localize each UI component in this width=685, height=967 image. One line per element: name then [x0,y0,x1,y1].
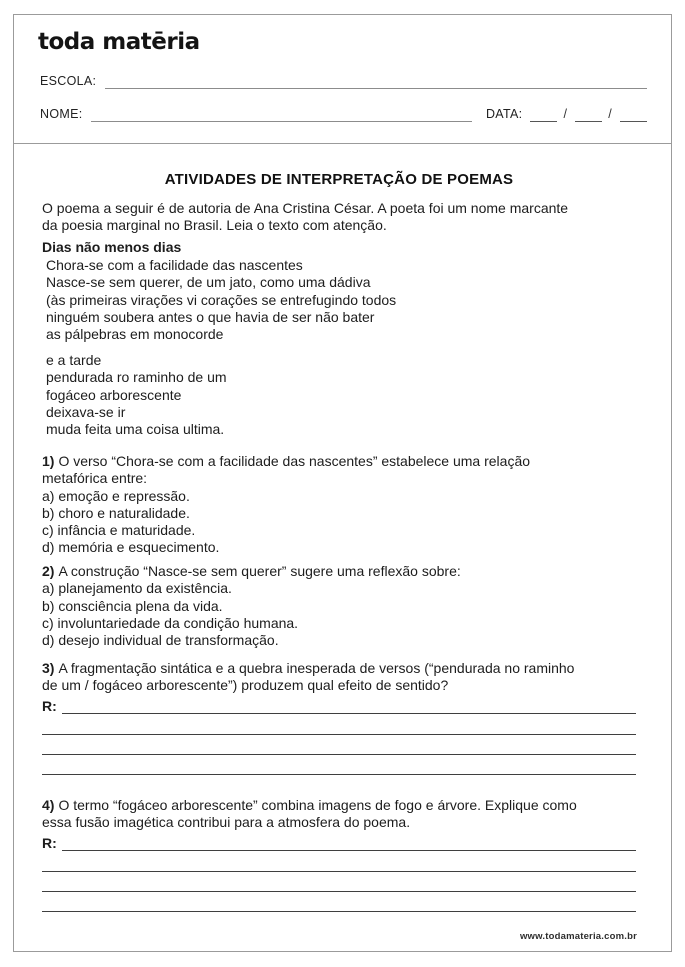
answer-label: R: [42,834,57,851]
poem-stanza-2 [42,352,636,438]
question-stem [42,797,636,814]
question-stem-text: A fragmentação sintática e a quebra inesperada de versos (“pendurada no raminho [58,660,575,676]
option-c[interactable]: c) infância e maturidade. [42,522,196,539]
answer-line[interactable] [62,850,636,851]
poem-stanza-1 [42,257,636,343]
question-stem [42,660,636,677]
poem-line: muda feita uma coisa ultima. [46,421,225,438]
question-stem [42,563,636,580]
question-stem [42,453,636,470]
question-number: 4) [42,797,55,813]
poem-line: as pálpebras em monocorde [46,326,224,343]
poem-line: deixava-se ir [46,403,126,420]
question-stem-text: A construção “Nasce-se sem querer” sugere uma reflexão sobre: [58,563,461,579]
date-separator: / [563,107,568,121]
brand-logo: toda matēria [38,29,200,55]
question-number: 3) [42,660,55,676]
footer-website-url[interactable]: www.todamateria.com.br [519,931,637,942]
answer-line[interactable] [42,852,636,872]
poem-line: Chora-se com a facilidade das nascentes [46,257,303,273]
option-a[interactable]: a) planejamento da existência. [42,580,232,597]
answer-label: R: [42,697,57,714]
header-divider [14,143,671,144]
name-field-row [40,107,647,122]
option-d[interactable]: d) memória e esquecimento. [42,539,220,556]
date-label: DATA: [485,107,523,121]
answer-line[interactable] [42,872,636,892]
answer-row-1 [42,698,636,715]
school-input-line[interactable] [105,75,647,89]
answer-line[interactable] [42,892,636,912]
name-input-line[interactable] [91,108,471,122]
option-d[interactable]: d) desejo individual de transformação. [42,632,279,649]
school-label: ESCOLA: [40,74,97,88]
question-3 [42,660,636,775]
answer-line[interactable] [62,713,636,714]
page-title: ATIVIDADES DE INTERPRETAÇÃO DE POEMAS [164,171,514,188]
answer-line[interactable] [42,715,636,735]
option-c[interactable]: c) involuntariedade da condição humana. [42,614,299,631]
answer-line[interactable] [42,755,636,775]
question-number: 1) [42,453,55,469]
option-b[interactable]: b) choro e naturalidade. [42,504,190,521]
option-a[interactable]: a) emoção e repressão. [42,487,190,504]
poem-line: e a tarde [46,352,102,368]
poem-title: Dias não menos dias [42,239,182,255]
poem-line: (às primeiras virações vi corações se entrefugindo todos [46,291,397,308]
poem-line: pendurada ro raminho de um [46,369,227,386]
intro-line: O poema a seguir é de autoria de Ana Cristina César. A poeta foi um nome marcante [42,200,569,216]
question-stem-text: O verso “Chora-se com a facilidade das nascentes” estabelece uma relação [58,453,531,469]
answer-line[interactable] [42,735,636,755]
intro-paragraph [42,200,636,235]
date-month-line[interactable] [575,108,602,122]
date-day-line[interactable] [530,108,557,122]
name-label: NOME: [40,107,83,121]
option-b[interactable]: b) consciência plena da vida. [42,597,223,614]
question-stem-line: metafórica entre: [42,470,148,487]
question-4 [42,797,636,912]
poem-line: Nasce-se sem querer, de um jato, como uma dádiva [46,274,371,291]
school-field-row [40,74,647,89]
question-stem-line: de um / fogáceo arborescente”) produzem qual efeito de sentido? [42,677,449,694]
question-stem-line: essa fusão imagética contribui para a atmosfera do poema. [42,814,411,831]
poem-line: fogáceo arborescente [46,386,182,403]
question-number: 2) [42,563,55,579]
question-stem-text: O termo “fogáceo arborescente” combina imagens de fogo e árvore. Explique como [58,797,577,813]
intro-line: da poesia marginal no Brasil. Leia o texto com atenção. [42,217,387,234]
question-1 [42,453,636,557]
date-separator: / [608,107,612,121]
poem-line: ninguém soubera antes o que havia de ser não bater [46,308,375,325]
worksheet-page [13,14,672,952]
date-year-line[interactable] [620,108,647,122]
answer-row-1 [42,835,636,852]
question-2 [42,563,636,649]
